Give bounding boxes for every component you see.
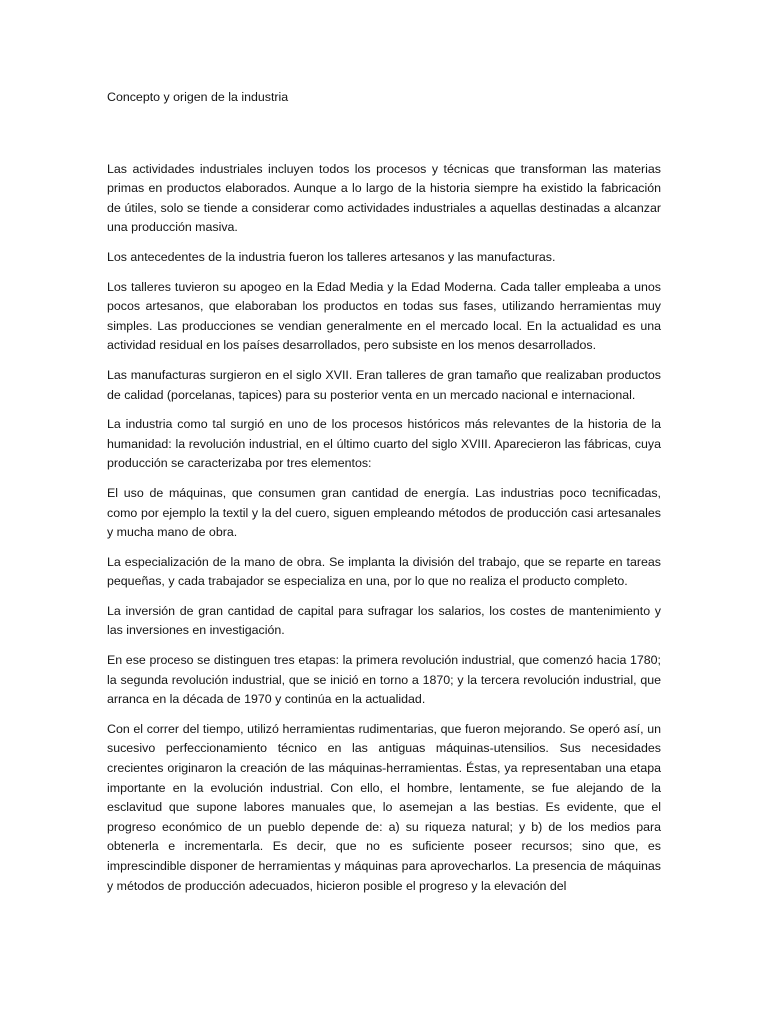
document-title: Concepto y origen de la industria <box>107 90 289 104</box>
paragraph-antecedents: Los antecedentes de la industria fueron los talleres artesanos y las manufacturas. <box>107 249 556 264</box>
paragraph-workshops: Los talleres tuvieron su apogeo en la Edad Media y la Edad Moderna. Cada taller empleaba a unos pocos artesanos, que elaboraban los productos en todas sus fases, utilizando herramientas muy simples. Las producciones se vendian generalmente en el mercado local. En la actualidad es una actividad residual en los países desarrollados, pero subsiste en los menos desarrollados. <box>107 279 661 353</box>
paragraph-specialization: La especialización de la mano de obra. Se implanta la división del trabajo, que se reparte en tareas pequeñas, y cada trabajador se especializa en una, por lo que no realiza el producto completo. <box>107 554 661 589</box>
paragraph-industrial-activities: Las actividades industriales incluyen todos los procesos y técnicas que transforman las materias primas en productos elaborados. Aunque a lo largo de la historia siempre ha existido la fabricación de útiles, solo se tiende a considerar como actividades industriales a aquellas destinadas a alcanzar una producción masiva. <box>107 161 661 235</box>
paragraph-three-stages: En ese proceso se distinguen tres etapas: la primera revolución industrial, que comenzó hacia 1780; la segunda revolución industrial, que se inició en torno a 1870; y la tercera revolución industrial, que arranca en la década de 1970 y continúa en la actualidad. <box>107 653 661 707</box>
paragraph-tools-evolution: Con el correr del tiempo, utilizó herramientas rudimentarias, que fueron mejorando. Se operó así, un sucesivo perfeccionamiento técnico en las antiguas máquinas-utensilios. Sus necesidades crecientes originaron la creación de las máquinas-herramientas. Éstas, ya representaban una etapa importante en la evolución industrial. Con ello, el hombre, lentamente, se fue alejando de la esclavitud que supone labores manuales que, lo asemejan a las bestias. Es evidente, que el progreso económico de un pueblo depende de: a) su riqueza natural; y b) de los medios para obtenerla e incrementarla. Es decir, que no es suficiente poseer recursos; sino que, es imprescindible disponer de herramientas y máquinas para aprovecharlos. La presencia de máquinas y métodos de producción adecuados, hicieron posible el progreso y la elevación del <box>107 721 661 893</box>
paragraph-manufactures: Las manufacturas surgieron en el siglo XVII. Eran talleres de gran tamaño que realizaban productos de calidad (porcelanas, tapices) para su posterior venta en un mercado nacional e internacional. <box>107 367 661 402</box>
paragraph-machines: El uso de máquinas, que consumen gran cantidad de energía. Las industrias poco tecnificadas, como por ejemplo la textil y la del cuero, siguen empleando métodos de producción casi artesanales y mucha mano de obra. <box>107 485 661 540</box>
paragraph-industrial-revolution: La industria como tal surgió en uno de los procesos históricos más relevantes de la historia de la humanidad: la revolución industrial, en el último cuarto del siglo XVIII. Aparecieron las fábricas, cuya producción se caracterizaba por tres elementos: <box>107 417 661 471</box>
paragraph-capital-investment: La inversión de gran cantidad de capital para sufragar los salarios, los costes de mantenimiento y las inversiones en investigación. <box>107 603 661 638</box>
paragraph-list <box>107 160 661 897</box>
document-body <box>107 88 661 906</box>
